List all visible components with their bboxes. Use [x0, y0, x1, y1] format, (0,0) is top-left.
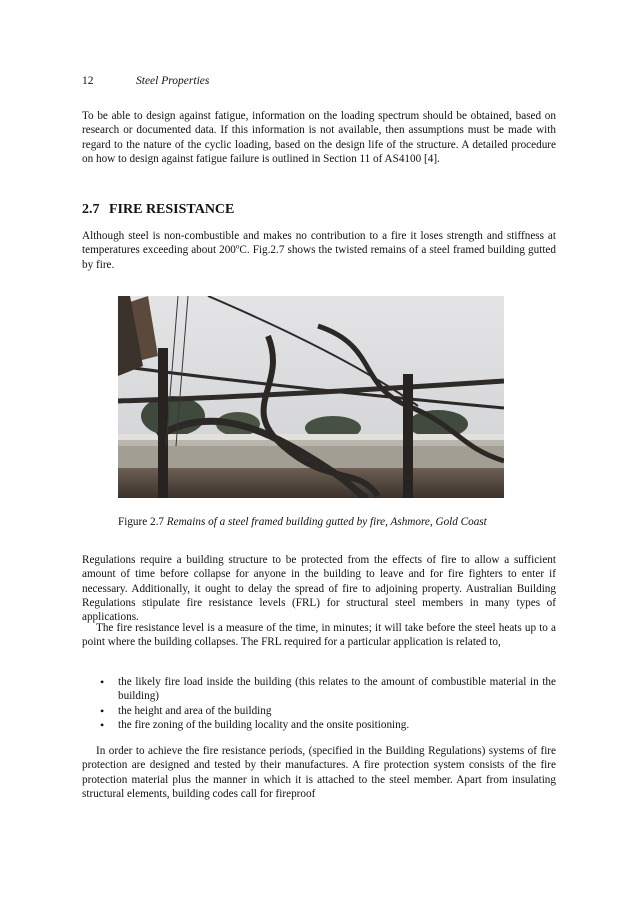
- figure-caption-text-2: Gold Coast: [435, 516, 487, 528]
- list-item: [100, 718, 556, 732]
- figure-caption-text-1: Remains of a steel framed building gutted by fire, Ashmore: [166, 516, 430, 528]
- section-number: 2.7: [82, 202, 100, 217]
- bullet-icon: •: [100, 717, 105, 732]
- photo-illustration: [118, 296, 504, 498]
- list-item-text: the likely fire load inside the building (this relates to the amount of combustible material in the building): [118, 676, 556, 703]
- intro-text-end: C. Fig.2.7 shows the twisted remains of a steel framed building gutted by fire.: [82, 244, 556, 271]
- figure-caption: [118, 515, 518, 529]
- list-item: [100, 675, 556, 704]
- list-item: [100, 704, 556, 718]
- frl-factors-list: [100, 675, 556, 732]
- section-title: FIRE RESISTANCE: [109, 202, 235, 217]
- figure-caption-separator: ,: [429, 516, 436, 528]
- page-number: 12: [82, 75, 94, 87]
- running-header: [82, 74, 209, 88]
- list-item-text: the fire zoning of the building locality and the onsite positioning.: [118, 718, 410, 731]
- running-title: Steel Properties: [136, 75, 210, 87]
- bullet-icon: •: [100, 675, 105, 689]
- paragraph-frl: The fire resistance level is a measure of the time, in minutes; it will take before the steel heats up to a point where the building collapses. The FRL required for a particular application is related to,: [82, 622, 556, 649]
- paragraph-regulations: Regulations require a building structure to be protected from the effects of fire to allow a sufficient amount of time before collapse for anyone in the building to leave and for fire fighters to enter if necessary. Additionally, it ought to delay the spread of fire to adjoining property. Australian Building Regulations stipulate fire resistance levels (FRL) for structural steel members in many types of applications.: [82, 554, 556, 624]
- bullet-icon: •: [100, 703, 105, 718]
- figure-label: Figure 2.7: [118, 516, 164, 528]
- section-heading: [82, 202, 234, 218]
- paragraph-fire-protection: In order to achieve the fire resistance periods, (specified in the Building Regulations) systems of fire protection are designed and tested by their manufactures. A fire protection system consists of the fire protection material plus the manner in which it is attached to the steel member. Apart from insulating structural elements, building codes call for fireproof: [82, 745, 556, 800]
- degree-superscript: o: [235, 242, 240, 251]
- paragraph-fire-intro: [82, 229, 556, 272]
- paragraph-fatigue: To be able to design against fatigue, information on the loading spectrum should be obtained, based on research or documented data. If this information is not available, then assumptions must be made with regard to the nature of the cyclic loading, based on the design life of the structure. A detailed procedure on how to design against fatigue failure is outlined in Section 11 of AS4100 [4].: [82, 110, 556, 165]
- intro-text-start: Although steel is non-combustible and makes no contribution to a fire it loses strength and stiffness at temperatures exceeding about 200: [82, 230, 556, 257]
- figure-photo-fire-damaged-building: [118, 296, 504, 498]
- list-item-text: the height and area of the building: [118, 704, 272, 717]
